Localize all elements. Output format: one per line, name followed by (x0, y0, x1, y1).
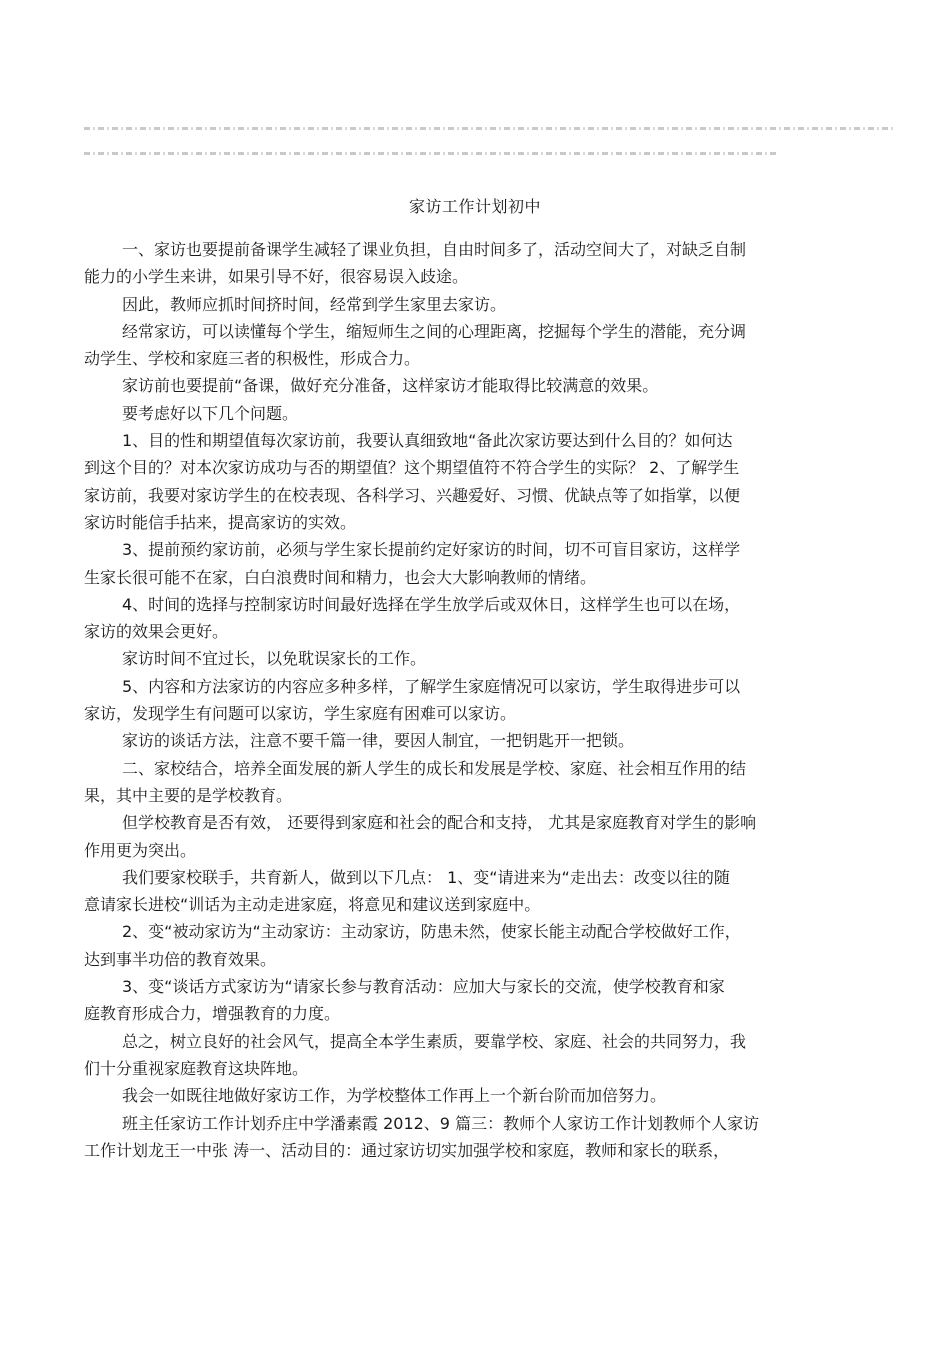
text-line: 们十分重视家庭教育这块阵地。 (84, 1058, 309, 1078)
text-line: 意请家长进校“训话为主动走进家庭，将意见和建议送到家庭中。 (84, 895, 541, 915)
header-noise-line (84, 127, 896, 130)
text-line: 家访的效果会更好。 (84, 622, 229, 642)
text-line: 达到事半功倍的教育效果。 (84, 949, 277, 969)
text-line: 动学生、学校和家庭三者的积极性，形成合力。 (84, 349, 421, 369)
text-line: 5、内容和方法家访的内容应多种多样，了解学生家庭情况可以家访，学生取得进步可以 (122, 676, 741, 696)
text-line: 到这个目的？对本次家访成功与否的期望值？这个期望值符不符合学生的实际？ 2、了解学生 (84, 458, 740, 478)
text-line: 3、变“谈话方式家访为“请家长参与教育活动：应加大与家长的交流，使学校教育和家 (122, 977, 725, 997)
text-line: 3、提前预约家访前，必须与学生家长提前约定好家访的时间，切不可盲目家访，这样学 (122, 540, 741, 560)
text-line: 家访时间不宜过长，以免耽误家长的工作。 (122, 649, 427, 669)
text-line: 4、时间的选择与控制家访时间最好选择在学生放学后或双休日，这样学生也可以在场， (122, 594, 741, 614)
text-line: 总之，树立良好的社会风气，提高全本学生素质，要靠学校、家庭、社会的共同努力，我 (122, 1031, 747, 1051)
text-line: 家访前也要提前“备课，做好充分准备，这样家访才能取得比较满意的效果。 (122, 376, 659, 396)
text-line: 我会一如既往地做好家访工作，为学校整体工作再上一个新台阶而加倍努力。 (122, 1086, 667, 1106)
text-line: 二、家校结合，培养全面发展的新人学生的成长和发展是学校、家庭、社会相互作用的结 (122, 758, 747, 778)
text-line: 庭教育形成合力，增强教育的力度。 (84, 1004, 341, 1024)
document-title: 家访工作计划初中 (408, 197, 541, 216)
text-line: 但学校教育是否有效， 还要得到家庭和社会的配合和支持， 尤其是家庭教育对学生的影响 (122, 813, 757, 833)
text-line: 家访前，我要对家访学生的在校表现、各科学习、兴趣爱好、习惯、优缺点等了如指掌，以便 (84, 485, 741, 505)
text-line: 班主任家访工作计划乔庄中学潘素霞 2012、9 篇三：教师个人家访工作计划教师个人家访 (122, 1113, 760, 1133)
text-line: 我们要家校联手，共育新人，做到以下几点： 1、变“请进来为“走出去：改变以往的随 (122, 867, 730, 887)
text-line: 家访，发现学生有问题可以家访，学生家庭有困难可以家访。 (84, 704, 517, 724)
text-line: 工作计划龙王一中张 涛一、活动目的：通过家访切实加强学校和家庭，教师和家长的联系， (84, 1140, 730, 1160)
text-line: 生家长很可能不在家，白白浪费时间和精力，也会大大影响教师的情绪。 (84, 567, 597, 587)
text-line: 2、变“被动家访为“主动家访：主动家访，防患未然，使家长能主动配合学校做好工作， (122, 922, 741, 942)
document-body (84, 236, 869, 1164)
text-line: 家访的谈话方法，注意不要千篇一律，要因人制宜，一把钥匙开一把锁。 (122, 731, 635, 751)
text-line: 经常家访，可以读懂每个学生，缩短师生之间的心理距离，挖掘每个学生的潜能，充分调 (122, 321, 747, 341)
text-line: 因此，教师应抓时间挤时间，经常到学生家里去家访。 (122, 294, 507, 314)
text-line: 能力的小学生来讲，如果引导不好，很容易误入歧途。 (84, 267, 469, 287)
text-line: 一、家访也要提前备课学生减轻了课业负担，自由时间多了，活动空间大了，对缺乏自制 (122, 240, 747, 259)
text-line: 1、目的性和期望值每次家访前，我要认真细致地“备此次家访要达到什么目的？如何达 (122, 431, 733, 451)
text-line: 要考虑好以下几个问题。 (122, 403, 299, 423)
header-noise-line (84, 152, 778, 155)
text-line: 作用更为突出。 (84, 840, 197, 860)
text-line: 家访时能信手拈来，提高家访的实效。 (84, 512, 357, 532)
text-line: 果，其中主要的是学校教育。 (84, 785, 293, 805)
